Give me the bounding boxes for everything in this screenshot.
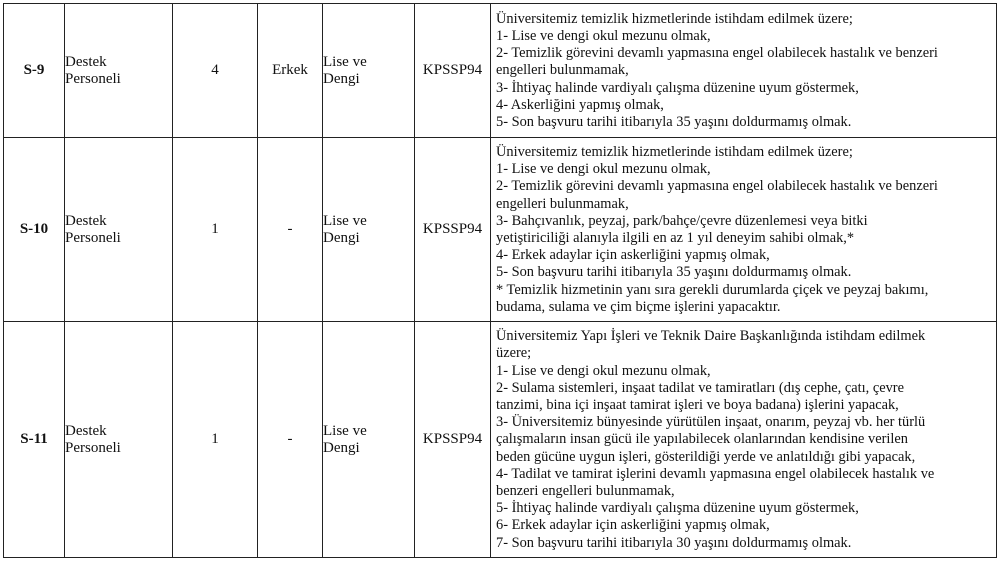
requirement-line: 3- Üniversitemiz bünyesinde yürütülen inşaat, onarım, peyzaj vb. her türlü [496, 414, 926, 431]
requirement-line: 1- Lise ve dengi okul mezunu olmak, [496, 27, 711, 44]
position-education [323, 322, 415, 558]
requirement-line: 3- İhtiyaç halinde vardiyalı çalışma düzenine uyum göstermek, [496, 79, 859, 96]
requirement-line: 5- İhtiyaç halinde vardiyalı çalışma düzenine uyum göstermek, [496, 500, 859, 517]
requirement-line: 5- Son başvuru tarihi itibarıyla 35 yaşını doldurmamış olmak. [496, 264, 852, 281]
requirement-line: engelleri bulunmamak, [496, 195, 629, 212]
requirement-line: üzere; [496, 345, 532, 362]
position-title-line: Personeli [65, 229, 121, 246]
requirement-line: yetiştiriciliği alanıyla ilgili en az 1 yıl deneyim sahibi olmak,* [496, 230, 855, 246]
position-title-line: Destek [65, 212, 107, 229]
position-requirements [491, 4, 997, 138]
table-row [4, 322, 997, 558]
position-exam: KPSSP94 [415, 138, 491, 322]
position-exam: KPSSP94 [415, 322, 491, 558]
requirement-line: 2- Temizlik görevini devamlı yapmasına engel olabilecek hastalık ve benzeri [496, 178, 938, 195]
position-count: 1 [173, 322, 258, 558]
position-requirements [491, 322, 997, 558]
position-title [65, 4, 173, 138]
requirement-line: 4- Askerliğini yapmış olmak, [496, 96, 664, 113]
position-title-line: Destek [65, 53, 107, 70]
position-gender: - [258, 322, 323, 558]
position-code: S-9 [4, 4, 65, 138]
education-line: Lise ve [323, 212, 367, 229]
requirement-line: 7- Son başvuru tarihi itibarıyla 30 yaşını doldurmamış olmak. [496, 534, 852, 551]
requirement-line: Üniversitemiz Yapı İşleri ve Teknik Daire Başkanlığında istihdam edilmek [496, 328, 926, 345]
position-title-line: Personeli [65, 439, 121, 456]
education-line: Dengi [323, 229, 360, 246]
position-title-line: Personeli [65, 70, 121, 87]
position-exam: KPSSP94 [415, 4, 491, 138]
requirement-line: 4- Tadilat ve tamirat işlerini devamlı yapmasına engel olabilecek hastalık ve [496, 465, 935, 482]
requirement-line: benzeri engelleri bulunmamak, [496, 483, 675, 499]
requirement-line: beden gücüne uygun işleri, gösterildiği yerde ve anlatıldığı gibi yapacak, [496, 448, 916, 465]
education-line: Lise ve [323, 422, 367, 439]
requirement-line: Üniversitemiz temizlik hizmetlerinde istihdam edilmek üzere; [496, 10, 853, 27]
requirement-line: 5- Son başvuru tarihi itibarıyla 35 yaşını doldurmamış olmak. [496, 114, 852, 130]
position-gender: Erkek [258, 4, 323, 138]
requirement-line: * Temizlik hizmetinin yanı sıra gerekli durumlarda çiçek ve peyzaj bakımı, [496, 281, 929, 298]
position-gender: - [258, 138, 323, 322]
position-title [65, 322, 173, 558]
position-count: 1 [173, 138, 258, 322]
positions-table [3, 3, 997, 558]
table-row [4, 4, 997, 138]
position-education [323, 4, 415, 138]
position-code: S-11 [4, 322, 65, 558]
requirement-line: engelleri bulunmamak, [496, 62, 629, 79]
education-line: Dengi [323, 439, 360, 456]
requirement-line: 4- Erkek adaylar için askerliğini yapmış olmak, [496, 247, 770, 264]
education-line: Lise ve [323, 53, 367, 70]
requirement-line: 6- Erkek adaylar için askerliğini yapmış olmak, [496, 517, 770, 534]
requirement-line: 1- Lise ve dengi okul mezunu olmak, [496, 362, 711, 379]
requirement-line: 2- Temizlik görevini devamlı yapmasına engel olabilecek hastalık ve benzeri [496, 45, 938, 62]
education-line: Dengi [323, 70, 360, 87]
requirement-line: Üniversitemiz temizlik hizmetlerinde istihdam edilmek üzere; [496, 143, 853, 160]
requirement-line: 3- Bahçıvanlık, peyzaj, park/bahçe/çevre düzenlemesi veya bitki [496, 212, 868, 229]
position-title-line: Destek [65, 422, 107, 439]
position-requirements [491, 138, 997, 322]
requirement-line: 1- Lise ve dengi okul mezunu olmak, [496, 161, 711, 178]
requirement-line: tanzimi, bina içi inşaat tamirat işleri ve boya badana) işlerini yapacak, [496, 396, 899, 413]
position-code: S-10 [4, 138, 65, 322]
position-title [65, 138, 173, 322]
table-row [4, 138, 997, 322]
position-education [323, 138, 415, 322]
requirement-line: çalışmaların insan gücü ile yapılabilecek olanlarından kendisine verilen [496, 431, 908, 448]
positions-table-body [4, 4, 997, 558]
requirement-line: 2- Sulama sistemleri, inşaat tadilat ve tamiratları (dış cephe, çatı, çevre [496, 379, 904, 396]
position-count: 4 [173, 4, 258, 138]
requirement-line: budama, sulama ve çim biçme işlerini yapacaktır. [496, 298, 781, 315]
